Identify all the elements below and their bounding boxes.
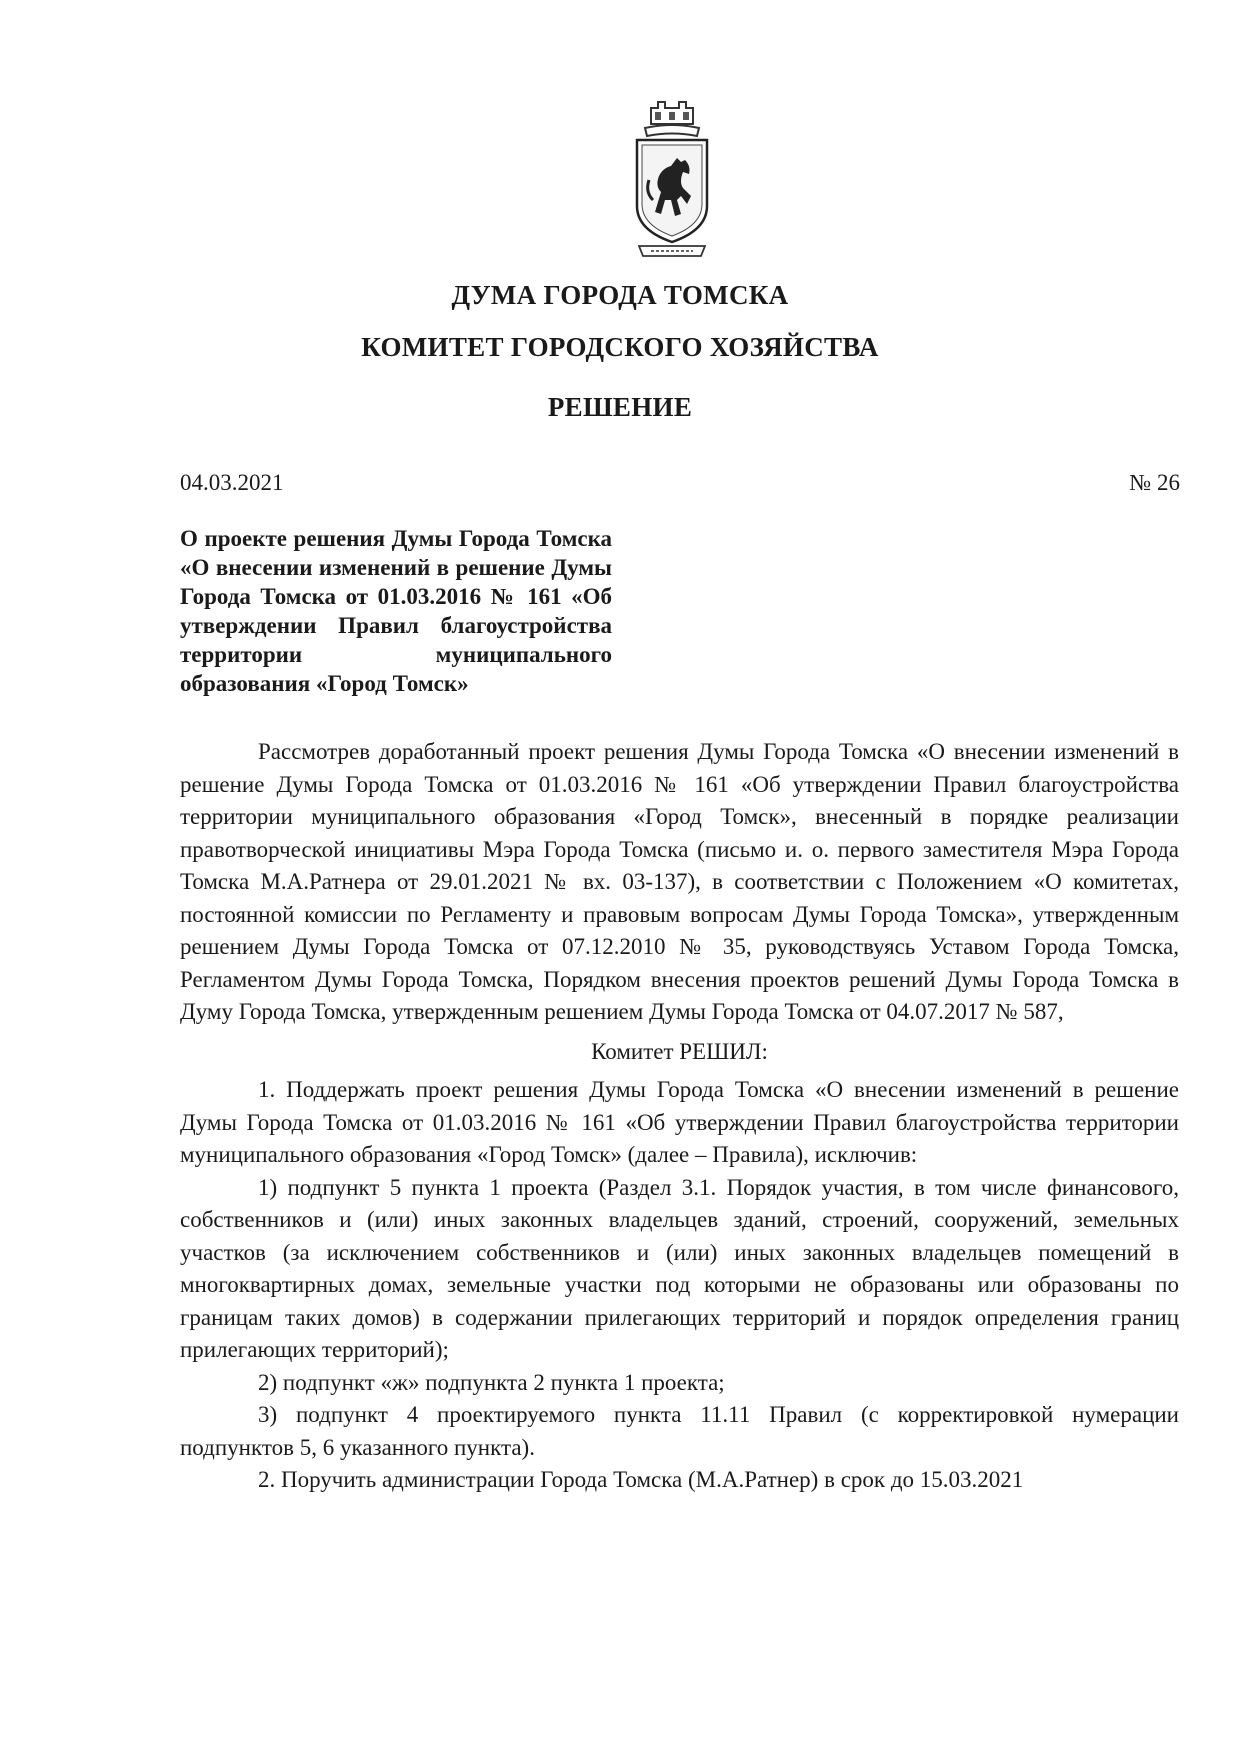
item-paragraph: 2. Поручить администрации Города Томска (М.А.Ратнер) в срок до 15.03.2021 xyxy=(258,1467,1024,1492)
document-type-title: РЕШЕНИЕ xyxy=(547,392,693,422)
document-subject: О проекте решения Думы Города Томска «О внесении изменений в решение Думы Города Томска от 01.03.2016 № 161 «Об утверждении Правил благоустройства территории муниципального образования «Город Томск» xyxy=(180,526,612,696)
resolved-heading: Комитет РЕШИЛ: xyxy=(591,1038,768,1064)
organization-title: ДУМА ГОРОДА ТОМСКА xyxy=(451,280,789,310)
preamble-paragraph: Рассмотрев доработанный проект решения Думы Города Томска «О внесении изменений в решение Думы Города Томска от 01.03.2016 № 161 «Об утверждении Правил благоустройства территории муниципального образования «Город Томск», внесенный в порядке реализации правотворческой инициативы Мэра Города Томска (письмо и. о. первого заместителя Мэра Города Томска М.А.Ратнера от 29.01.2021 № вх. 03-137), в соответствии с Положением «О комитетах, постоянной комиссии по Регламенту и правовым вопросам Думы Города Томска», утвержденным решением Думы Города Томска от 07.12.2010 № 35, руководствуясь Уставом Города Томска, Регламентом Думы Города Томска, Порядком внесения проектов решений Думы Города Томска в Думу Города Томска, утвержденным решением Думы Города Томска от 04.07.2017 № 587, xyxy=(180,739,1179,1024)
tomsk-coat-of-arms-icon xyxy=(631,96,713,274)
subitem-paragraph: 2) подпункт «ж» подпункта 2 пункта 1 проекта; xyxy=(258,1369,725,1395)
document-body xyxy=(180,736,1179,1497)
item-paragraph: 1. Поддержать проект решения Думы Города Томска «О внесении изменений в решение Думы Города Томска от 01.03.2016 № 161 «Об утверждении Правил благоустройства территории муниципального образования «Город Томск» (далее – Правила), исключив: xyxy=(180,1077,1179,1167)
subitem-paragraph: 3) подпункт 4 проектируемого пункта 11.11 Правил (с корректировкой нумерации подпунктов 5, 6 указанного пункта). xyxy=(180,1402,1179,1460)
document-number: № 26 xyxy=(1129,470,1180,495)
subitem-paragraph: 1) подпункт 5 пункта 1 проекта (Раздел 3.1. Порядок участия, в том числе финансового, собственников и (или) иных законных владельцев зданий, строений, сооружений, земельных участков (за исключением собственников и (или) иных законных владельцев помещений в многоквартирных домах, земельные участки под которыми не образованы или образованы по границам таких домов) в содержании прилегающих территорий и порядок определения границ прилегающих территорий); xyxy=(180,1174,1179,1362)
document-date: 04.03.2021 xyxy=(180,470,284,495)
committee-title: КОМИТЕТ ГОРОДСКОГО ХОЗЯЙСТВА xyxy=(361,332,879,362)
